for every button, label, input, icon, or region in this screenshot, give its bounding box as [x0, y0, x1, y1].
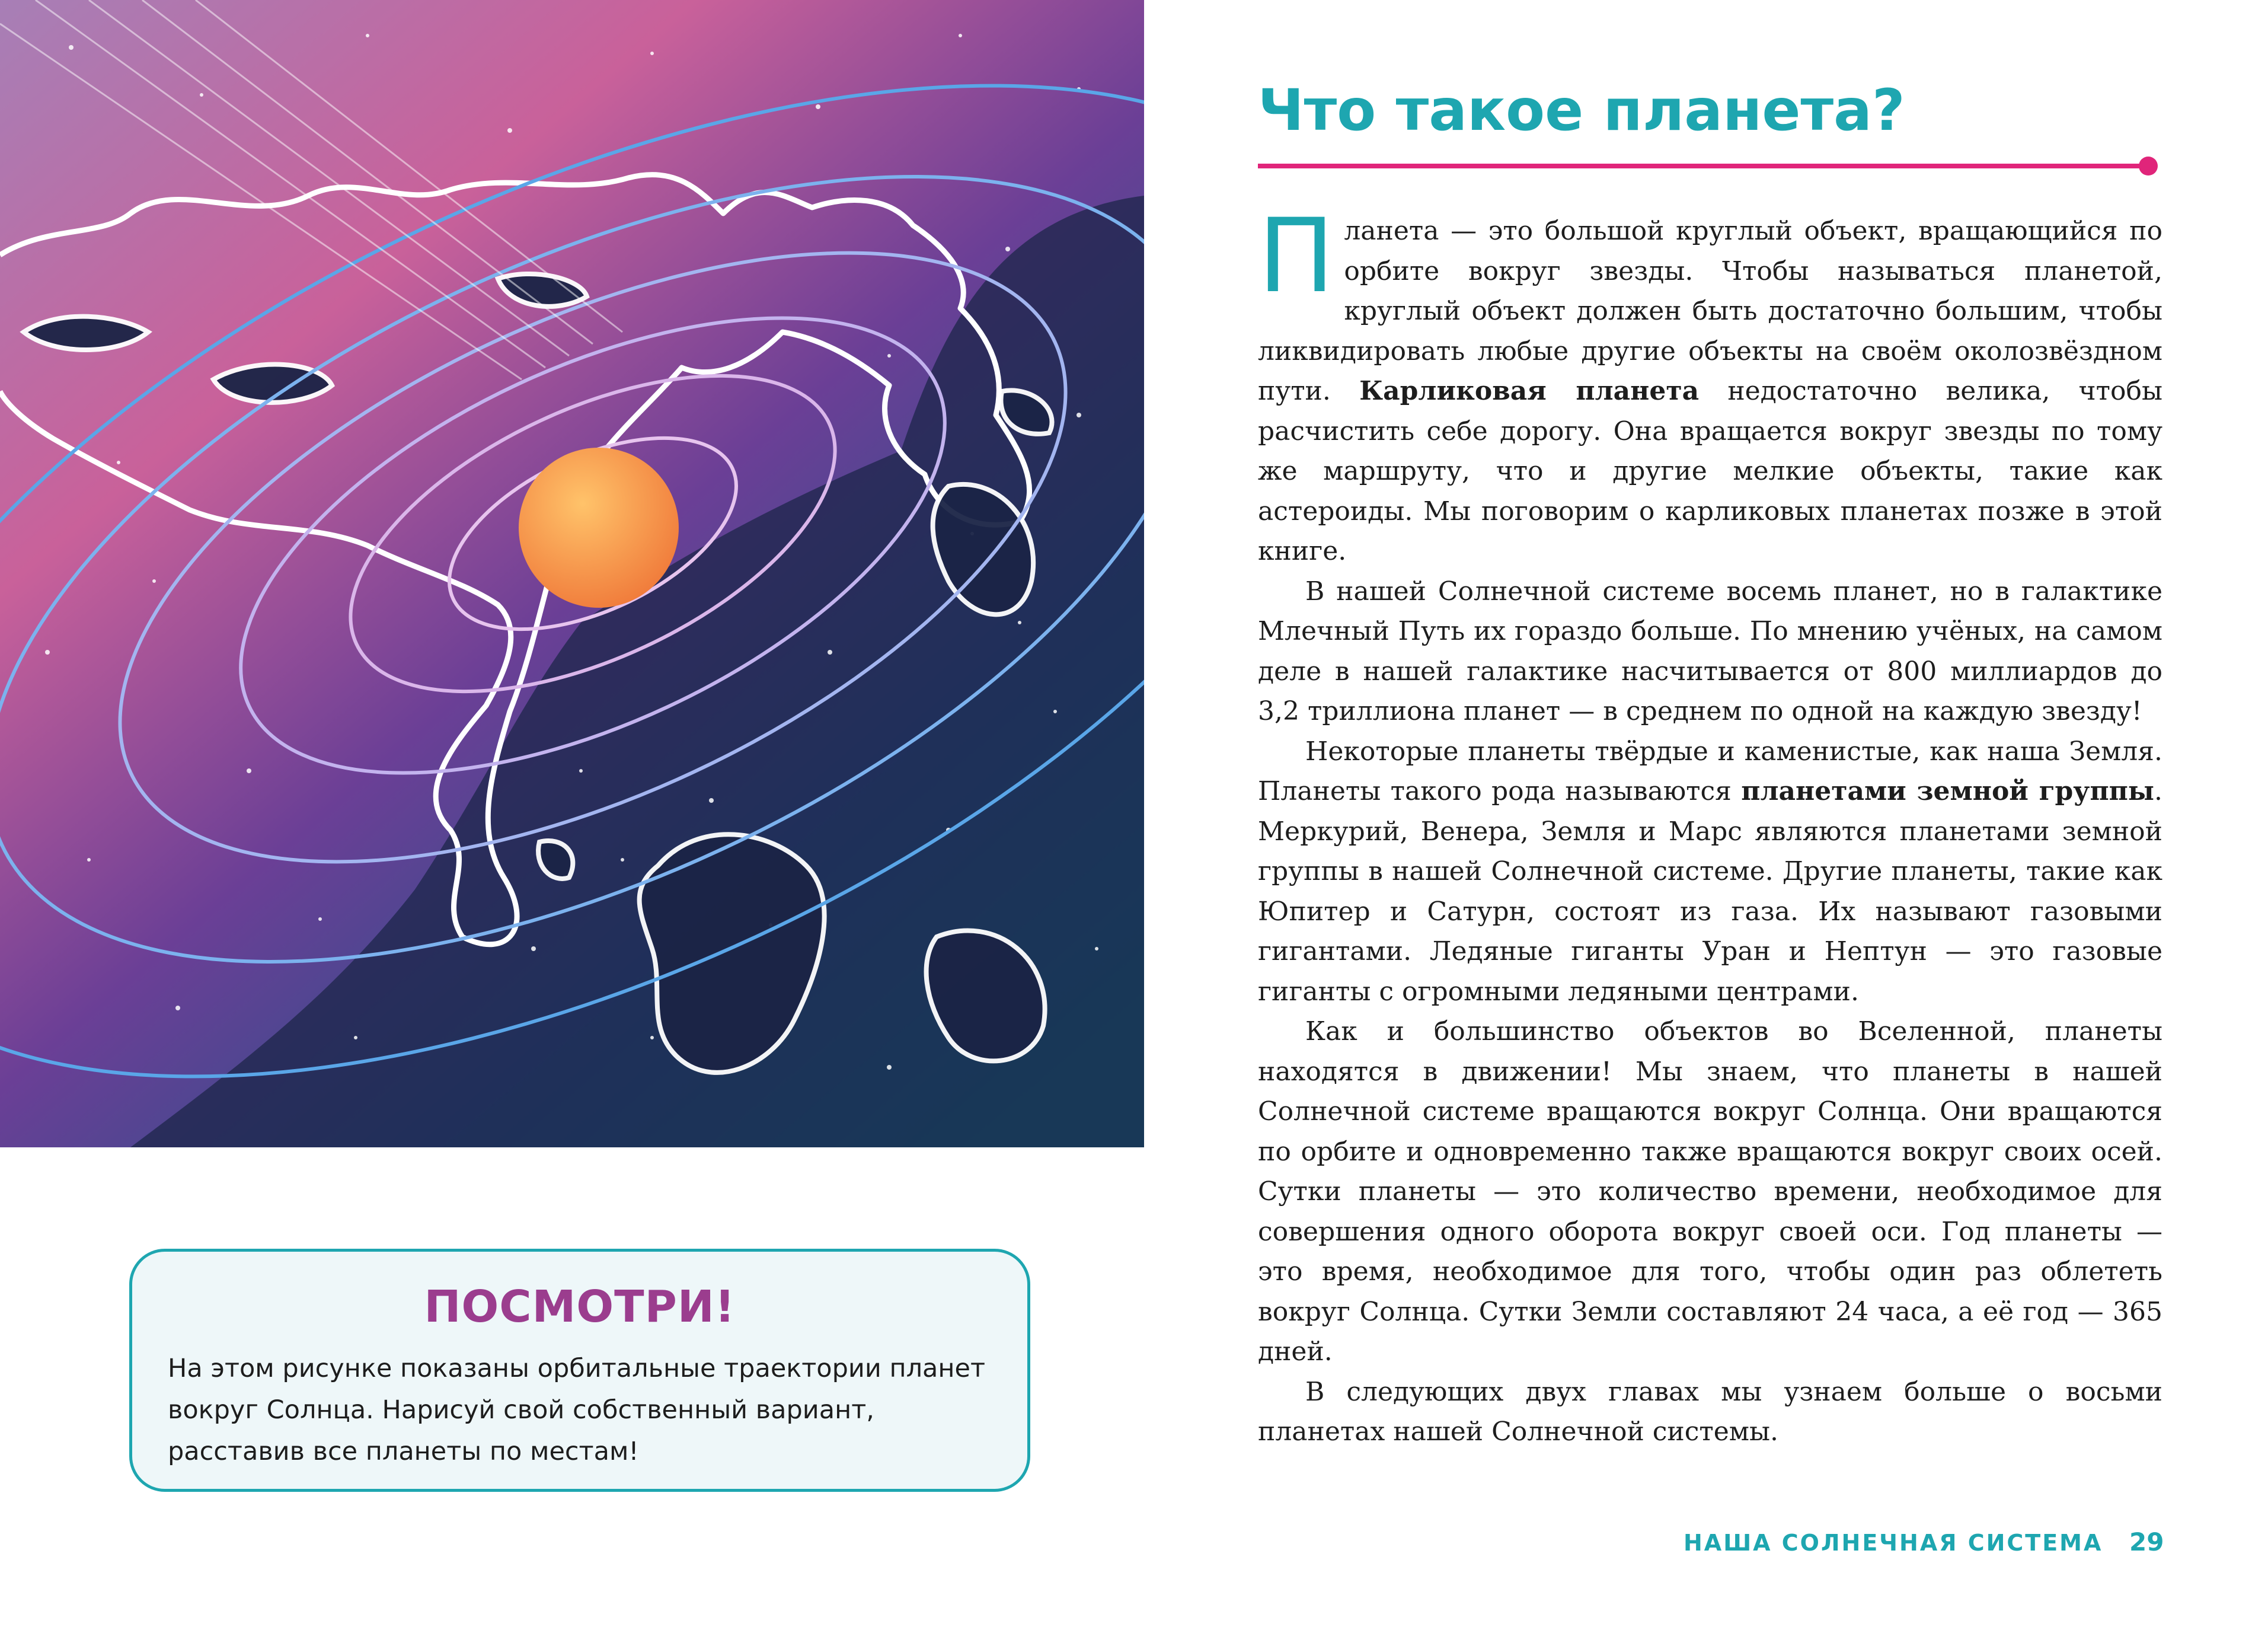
- look-callout-box: [129, 1249, 1030, 1492]
- sun-icon: [519, 448, 679, 608]
- paragraph-5: В следующих двух главах мы узнаем больше о восьми планетах нашей Солнечной системы.: [1258, 1376, 2162, 1447]
- title-underline-dot: [2139, 157, 2158, 176]
- running-footer-section: НАША СОЛНЕЧНАЯ СИСТЕМА: [1684, 1530, 2103, 1556]
- page-number: 29: [2129, 1527, 2164, 1556]
- term-terrestrial-planets: планетами земной группы: [1741, 776, 2154, 806]
- term-dwarf-planet: Карликовая планета: [1359, 376, 1700, 406]
- drop-cap: П: [1258, 196, 1335, 315]
- paragraph-1: Планета — это большой круглый объект, вращающийся по орбите вокруг звезды. Чтобы называться планетой, круглый объект должен быть достаточно большим, чтобы ликвидировать любые другие объекты на своём околозвёздном пути. Карликовая планета недостаточно велика, чтобы расчистить себе дорогу. Она вращается вокруг звезды по тому же маршруту, что и другие мелкие объекты, такие как астероиды. Мы поговорим о карликовых планетах позже в этой книге.: [1258, 196, 2162, 566]
- page-title: Что такое планета?: [1258, 77, 1905, 143]
- paragraph-4: Как и большинство объектов во Вселенной, планеты находятся в движении! Мы знаем, что планеты в нашей Солнечной системе вращаются вокруг Солнца. Они вращаются по орбите и одновременно также вращаются вокруг своих осей. Сутки планеты — это количество времени, необходимое для совершения одного оборота вокруг своей оси. Год планеты — это время, необходимое для того, чтобы один раз облететь вокруг Солнца. Сутки Земли составляют 24 часа, а её год — 365 дней.: [1258, 1016, 2162, 1367]
- paragraph-2: В нашей Солнечной системе восемь планет, но в галактике Млечный Путь их гораздо больше. По мнению учёных, на самом деле в нашей галактике насчитывается от 800 миллиардов до 3,2 триллиона планет — в среднем по одной на каждую звезду!: [1258, 576, 2162, 726]
- paragraph-3: Некоторые планеты твёрдые и каменистые, как наша Земля. Планеты такого рода называются планетами земной группы. Меркурий, Венера, Земля и Марс являются планетами земной группы в нашей Солнечной системе. Другие планеты, такие как Юпитер и Сатурн, состоят из газа. Их называют газовыми гигантами. Ледяные гиганты Уран и Нептун — это газовые гиганты с огромными ледяными центрами.: [1258, 736, 2162, 1007]
- solar-system-orbits-illustration: [0, 0, 1144, 1147]
- callout-title: ПОСМОТРИ!: [424, 1281, 736, 1332]
- callout-body: На этом рисунке показаны орбитальные траектории планет вокруг Солнца. Нарисуй свой собственный вариант, расставив все планеты по местам!: [168, 1354, 986, 1466]
- title-underline: [1258, 164, 2152, 168]
- article-body: [1258, 196, 2162, 1452]
